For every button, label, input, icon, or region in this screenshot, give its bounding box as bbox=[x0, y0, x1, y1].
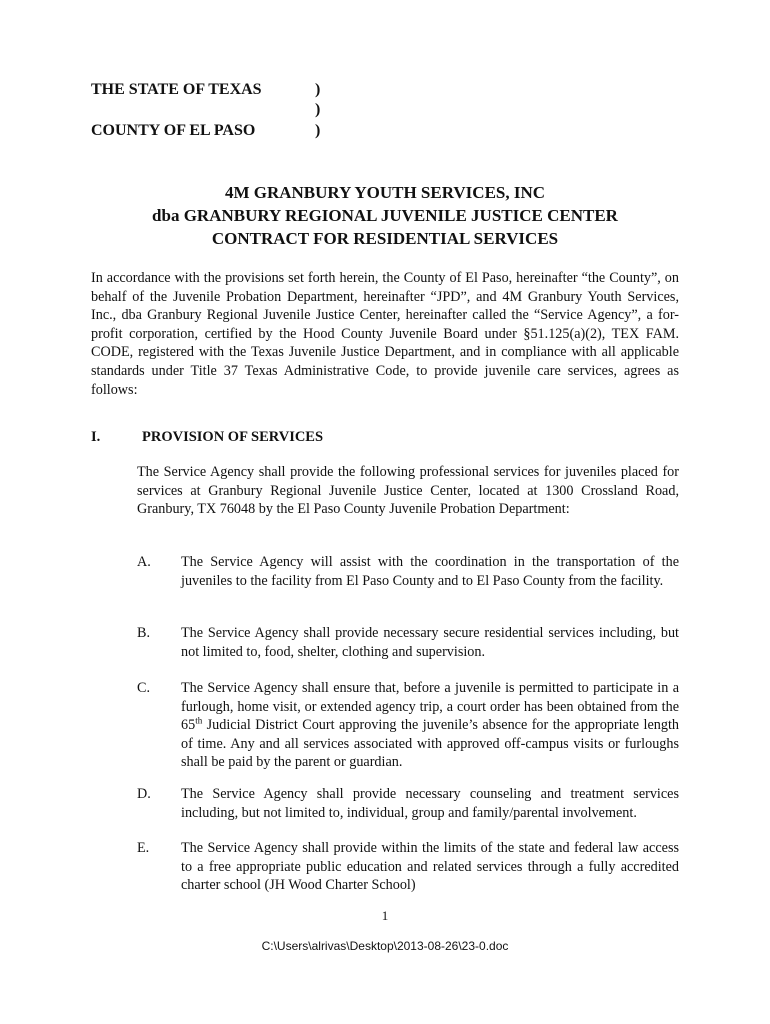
caption-state: THE STATE OF TEXAS bbox=[91, 81, 262, 98]
section-body: The Service Agency shall provide the following professional services for juveniles placed for services at Granbury Regional Juvenile Justice Center, located at 1300 Crossland Road, Granbury, TX 76048 by the El Paso County Juvenile Probation Department: bbox=[137, 464, 679, 518]
list-item-letter: E. bbox=[137, 840, 150, 856]
document-title-line3: CONTRACT FOR RESIDENTIAL SERVICES bbox=[211, 229, 559, 248]
intro-paragraph: In accordance with the provisions set forth herein, the County of El Paso, hereinafter “the County”, on behalf of the Juvenile Probation Department, hereinafter “JPD”, and 4M Granbury Youth Services, Inc., dba Granbury Regional Juvenile Justice Center, hereinafter called the “Service Agency”, a for-profit corporation, certified by the Hood County Juvenile Board under §51.125(a)(2), TEX FAM. CODE, registered with the Texas Juvenile Justice Department, and in compliance with all applicable standards under Title 37 Texas Administrative Code, to provide juvenile care services, agrees as follows: bbox=[91, 270, 679, 398]
list-item-text bbox=[181, 679, 679, 772]
list-item-letter: C. bbox=[137, 680, 151, 696]
list-item-text: The Service Agency will assist with the coordination in the transportation of the juveniles to the facility from El Paso County and to El Paso County from the facility. bbox=[181, 554, 679, 589]
list-item-text-part: Judicial District Court approving the juvenile’s absence for the appropriate length of time. Any and all services associated with approved off-campus visits or furloughs shall be paid by the parent or guardian. bbox=[181, 717, 679, 771]
list-item-text: The Service Agency shall provide necessary secure residential services including, but not limited to, food, shelter, clothing and supervision. bbox=[181, 625, 679, 660]
footer-file-path: C:\Users\alrivas\Desktop\2013-08-26\23-0.doc bbox=[261, 939, 509, 953]
list-item-text: The Service Agency shall provide within the limits of the state and federal law access to a free appropriate public education and related services through a fully accredited charter school (JH Wood Charter School) bbox=[181, 840, 679, 894]
list-item-letter: A. bbox=[137, 554, 151, 570]
list-item-text-part: The Service Agency shall ensure that, before a juvenile is permitted to participate in a furlough, home visit, or extended agency trip, a court order has been obtained from the 65 bbox=[181, 680, 679, 734]
superscript: th bbox=[195, 715, 203, 726]
list-item-letter: D. bbox=[137, 786, 151, 802]
document-title-line1: 4M GRANBURY YOUTH SERVICES, INC bbox=[224, 183, 546, 202]
caption-paren: ) bbox=[315, 122, 321, 139]
section-heading: PROVISION OF SERVICES bbox=[142, 429, 324, 445]
caption-paren: ) bbox=[315, 81, 321, 98]
list-item-letter: B. bbox=[137, 625, 151, 641]
caption-county: COUNTY OF EL PASO bbox=[91, 122, 256, 139]
document-title-line2: dba GRANBURY REGIONAL JUVENILE JUSTICE CENTER bbox=[152, 206, 618, 225]
list-item-text: The Service Agency shall provide necessary counseling and treatment services including, but not limited to, individual, group and family/parental involvement. bbox=[181, 786, 679, 821]
caption-paren: ) bbox=[315, 101, 321, 118]
page-number: 1 bbox=[381, 908, 389, 923]
section-number: I. bbox=[91, 429, 101, 445]
